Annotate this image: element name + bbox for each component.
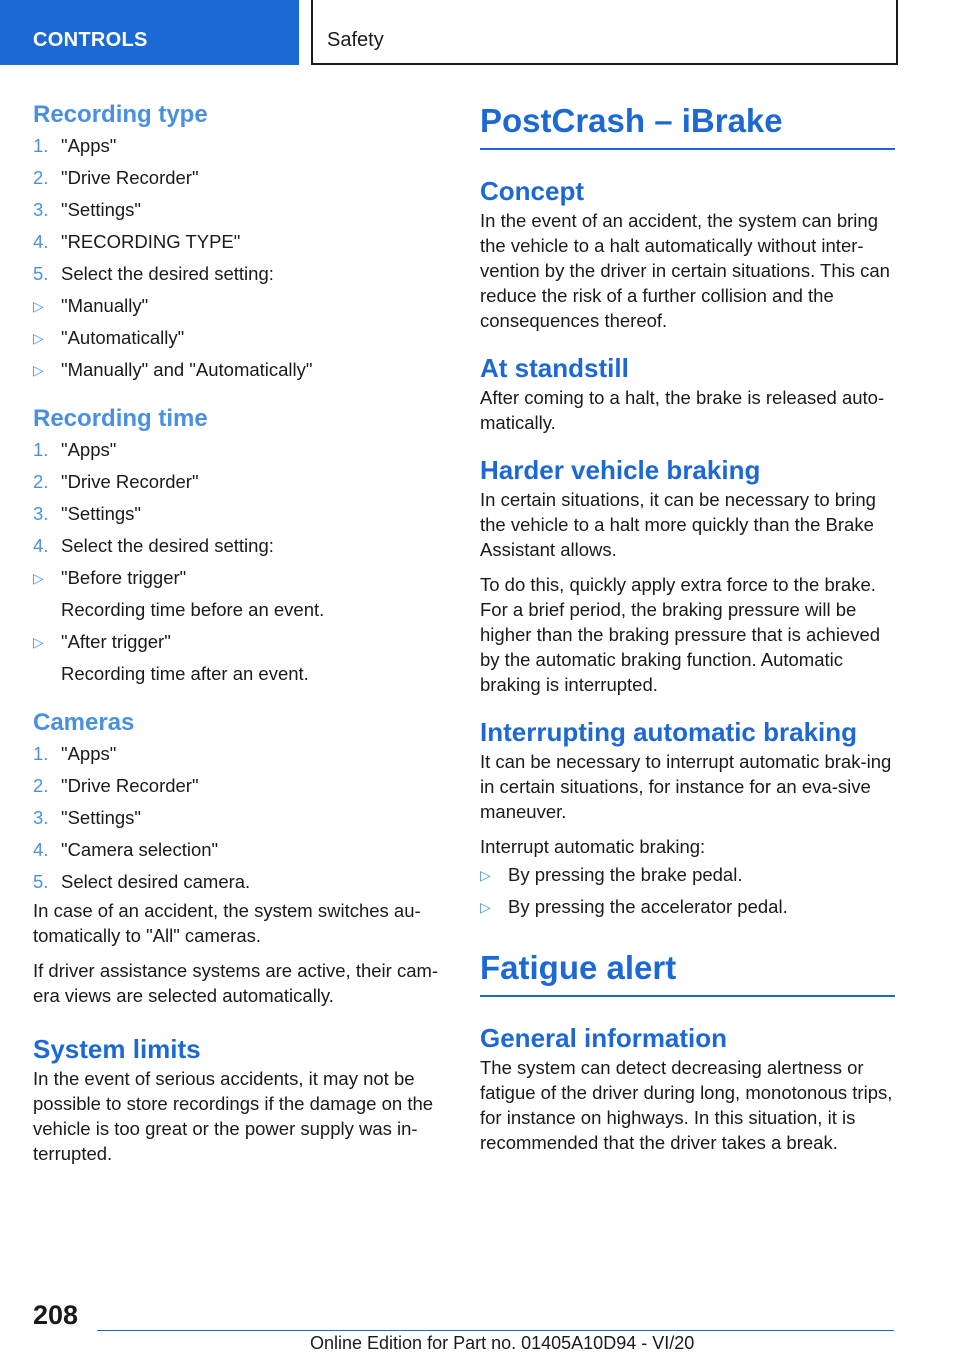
header-section-label: CONTROLS: [33, 29, 148, 51]
cameras-heading: Cameras: [33, 709, 135, 736]
fatigue-alert-heading: Fatigue alert: [480, 947, 895, 997]
standstill-paragraph: After coming to a halt, the brake is released auto-matically.: [480, 387, 885, 433]
concept-paragraph: In the event of an accident, the system can bring the vehicle to a halt automatically without inter-vention by the driver in certain situations. This can reduce the risk of a further collision and the consequences thereof.: [480, 210, 890, 331]
list-item: ▷ "After trigger" Recording time after an event.: [33, 626, 453, 690]
page-number: 208: [33, 1300, 79, 1330]
list-item: 3. "Settings": [33, 199, 141, 220]
list-item: 5. Select the desired setting:: [33, 263, 274, 284]
standstill-heading: At standstill: [480, 353, 629, 383]
interrupting-paragraph: It can be necessary to interrupt automatic brak-ing in certain situations, for instance for an eva-sive maneuver.: [480, 751, 892, 822]
general-information-heading: General information: [480, 1023, 728, 1053]
interrupting-lead: Interrupt automatic braking:: [480, 836, 706, 857]
harder-braking-paragraph: In certain situations, it can be necessary to bring the vehicle to a halt more quickly than the Brake Assistant allows.: [480, 489, 876, 560]
system-limits-paragraph: In the event of serious accidents, it may not be possible to store recordings if the damage on the vehicle is too great or the power supply was in-terrupted.: [33, 1068, 434, 1164]
list-item: 5. Select desired camera.: [33, 871, 251, 892]
list-item: 4. "Camera selection": [33, 839, 219, 860]
list-item: 3. "Settings": [33, 807, 141, 828]
list-item: 1. "Apps": [33, 439, 117, 460]
header-section-tab: [0, 0, 299, 65]
right-column: [480, 100, 895, 1155]
list-item: ▷ By pressing the brake pedal.: [480, 859, 895, 891]
list-item: 2. "Drive Recorder": [33, 775, 199, 796]
list-item: 2. "Drive Recorder": [33, 471, 199, 492]
postcrash-heading: PostCrash – iBrake: [480, 100, 895, 150]
list-item: ▷ "Manually": [33, 290, 453, 322]
recording-type-heading: Recording type: [33, 101, 208, 128]
recording-time-options: [33, 562, 453, 690]
triangle-bullet-icon: ▷: [33, 330, 44, 346]
harder-braking-paragraph: To do this, quickly apply extra force to the brake. For a brief period, the braking pressure will be higher than the braking pressure that is achieved by the automatic braking function. Automatic braking is interrupted.: [480, 574, 881, 695]
list-item: 4. Select the desired setting:: [33, 535, 274, 556]
interrupting-heading: Interrupting automatic braking: [480, 717, 858, 747]
header-chapter-tab: [311, 0, 898, 65]
recording-type-options: [33, 290, 453, 386]
list-item: 3. "Settings": [33, 503, 141, 524]
list-item: ▷ "Manually" and "Automatically": [33, 354, 453, 386]
left-column: [33, 100, 453, 1166]
list-item: ▷ "Before trigger" Recording time before an event.: [33, 562, 453, 626]
cameras-steps: [33, 738, 453, 898]
concept-heading: Concept: [480, 176, 584, 206]
footer-edition-text: Online Edition for Part no. 01405A10D94 - VI/20: [310, 1333, 695, 1353]
triangle-bullet-icon: ▷: [33, 634, 44, 650]
header-chapter-label: Safety: [327, 29, 384, 51]
triangle-bullet-icon: ▷: [33, 298, 44, 314]
footer-divider: [97, 1330, 894, 1331]
list-item: 1. "Apps": [33, 743, 117, 764]
triangle-bullet-icon: ▷: [33, 570, 44, 586]
triangle-bullet-icon: ▷: [480, 867, 491, 883]
recording-time-heading: Recording time: [33, 405, 208, 432]
recording-type-steps: [33, 130, 453, 290]
list-item: ▷ By pressing the accelerator pedal.: [480, 891, 895, 923]
interrupting-options: [480, 859, 895, 923]
cameras-paragraph: In case of an accident, the system switches au-tomatically to "All" cameras.: [33, 900, 421, 946]
list-item: 1. "Apps": [33, 135, 117, 156]
triangle-bullet-icon: ▷: [480, 899, 491, 915]
cameras-paragraph: If driver assistance systems are active, their cam-era views are selected automatically.: [33, 960, 439, 1006]
general-information-paragraph: The system can detect decreasing alertness or fatigue of the driver during long, monotonous trips, for instance on highways. In this situation, it is recommended that the driver takes a break.: [480, 1057, 893, 1153]
list-item: 2. "Drive Recorder": [33, 167, 199, 188]
list-item: ▷ "Automatically": [33, 322, 453, 354]
harder-braking-heading: Harder vehicle braking: [480, 455, 761, 485]
system-limits-heading: System limits: [33, 1034, 201, 1064]
recording-time-steps: [33, 434, 453, 562]
triangle-bullet-icon: ▷: [33, 362, 44, 378]
list-item: 4. "RECORDING TYPE": [33, 231, 241, 252]
